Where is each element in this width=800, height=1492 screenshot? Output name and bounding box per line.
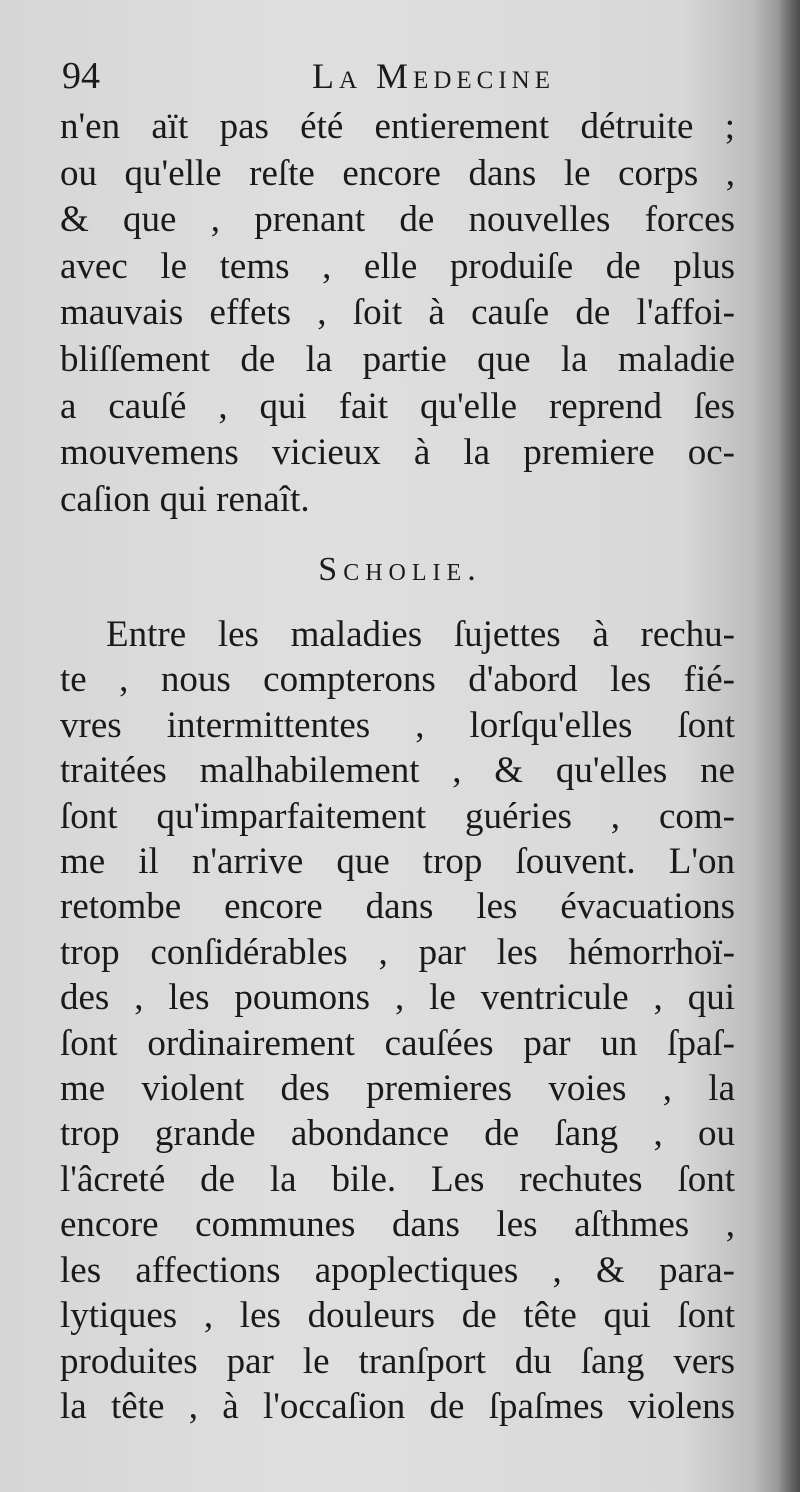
text-line: mouvemens vicieux à la premiere oc-: [60, 432, 735, 474]
text-line: encore communes dans les aſthmes ,: [60, 1204, 735, 1246]
text-line: a cauſé , qui fait qu'elle reprend ſes: [60, 385, 735, 427]
page-header: [62, 52, 742, 102]
text-line: caſion qui renaît.: [60, 478, 310, 520]
text-line: trop conſidérables , par les hémorrhoï-: [60, 931, 735, 973]
text-line: me il n'arrive que trop ſouvent. L'on: [60, 841, 735, 883]
text-line: bliſſement de la partie que la maladie: [60, 338, 735, 380]
section-heading: Scholie.: [318, 551, 482, 588]
text-line: retombe encore dans les évacuations: [60, 886, 735, 928]
text-line: lytiques , les douleurs de tête qui ſont: [60, 1295, 735, 1337]
text-line: trop grande abondance de ſang , ou: [60, 1113, 735, 1155]
text-line: ſont ordinairement cauſées par un ſpaſ-: [60, 1022, 735, 1064]
paragraph-continuation: [60, 104, 735, 523]
text-line: avec le tems , elle produiſe de plus: [60, 245, 735, 287]
text-line: traitées malhabilement , & qu'elles ne: [60, 750, 735, 792]
text-line: la tête , à l'occaſion de ſpaſmes violens: [60, 1385, 735, 1427]
paragraph-scholie: [60, 612, 735, 1429]
text-line: me violent des premieres voies , la: [60, 1068, 735, 1110]
text-line: produites par le tranſport du ſang vers: [60, 1340, 735, 1382]
text-line: mauvais effets , ſoit à cauſe de l'affoi-: [60, 292, 735, 334]
text-line: te , nous compterons d'abord les fié-: [60, 659, 735, 701]
text-line: n'en aït pas été entierement détruite ;: [60, 106, 735, 147]
text-line: des , les poumons , le ventricule , qui: [60, 977, 735, 1019]
text-line: vres intermittentes , lorſqu'elles ſont: [60, 704, 735, 746]
text-line: & que , prenant de nouvelles forces: [60, 199, 735, 241]
text-line: l'âcreté de la bile. Les rechutes ſont: [60, 1158, 735, 1200]
running-title: La Medecine: [312, 56, 555, 96]
text-line: Entre les maladies ſujettes à rechu-: [106, 614, 735, 655]
text-line: ou qu'elle reſte encore dans le corps ,: [60, 152, 735, 194]
text-line: ſont qu'imparfaitement guéries , com-: [60, 795, 735, 837]
page-number: 94: [62, 55, 100, 97]
text-line: les affections apoplectiques , & para-: [60, 1249, 735, 1291]
page-gutter-shadow: [778, 0, 800, 1492]
